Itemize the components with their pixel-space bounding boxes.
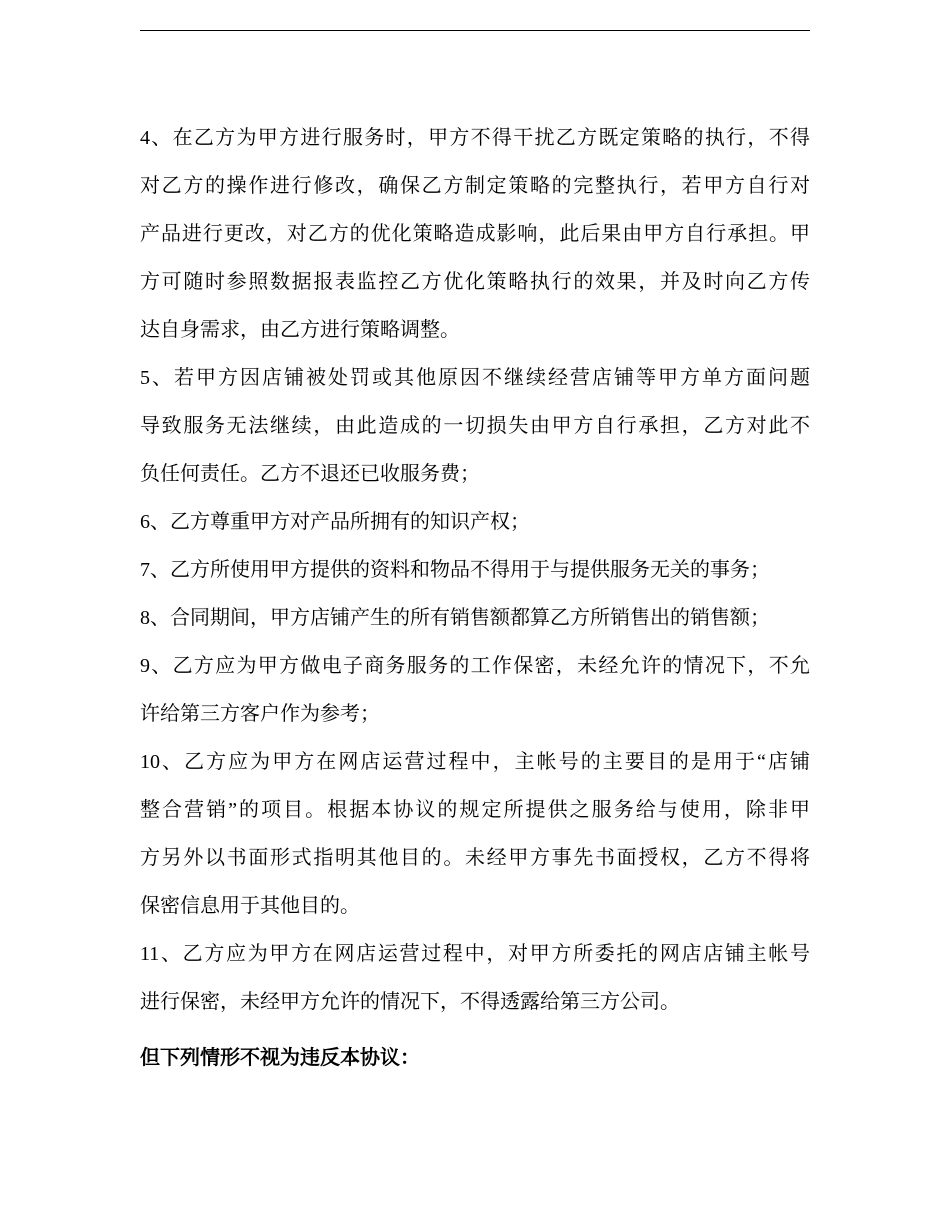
text-line: 6、乙方尊重甲方对产品所拥有的知识产权；	[140, 511, 530, 533]
text-line: 8、合同期间，甲方店铺产生的所有销售额都算乙方所销售出的销售额；	[140, 607, 770, 629]
text-line: 9、乙方应为甲方做电子商务服务的工作保密，未经允许的情况下，不允	[140, 655, 810, 677]
text-line: 7、乙方所使用甲方提供的资料和物品不得用于与提供服务无关的事务；	[140, 559, 770, 581]
text-line: 方可随时参照数据报表监控乙方优化策略执行的效果，并及时向乙方传	[140, 271, 810, 293]
document-body	[140, 124, 810, 1092]
text-line: 产品进行更改，对乙方的优化策略造成影响，此后果由甲方自行承担。甲	[140, 223, 810, 245]
text-line: 达自身需求，由乙方进行策略调整。	[140, 319, 460, 341]
clause-paragraph	[140, 940, 810, 1036]
clause-paragraph	[140, 652, 810, 748]
text-line: 4、在乙方为甲方进行服务时，甲方不得干扰乙方既定策略的执行，不得	[140, 127, 810, 149]
text-line: 许给第三方客户作为参考；	[140, 703, 380, 725]
text-line: 5、若甲方因店铺被处罚或其他原因不继续经营店铺等甲方单方面问题	[140, 367, 810, 389]
text-line: 保密信息用于其他目的。	[140, 895, 360, 917]
text-line: 方另外以书面形式指明其他目的。未经甲方事先书面授权，乙方不得将	[140, 847, 810, 869]
text-line: 导致服务无法继续，由此造成的一切损失由甲方自行承担，乙方对此不	[140, 415, 810, 437]
text-line: 10、乙方应为甲方在网店运营过程中，主帐号的主要目的是用于“店铺	[140, 751, 810, 773]
clause-paragraph	[140, 604, 810, 652]
text-line: 对乙方的操作进行修改，确保乙方制定策略的完整执行，若甲方自行对	[140, 175, 810, 197]
header-rule	[140, 30, 810, 31]
text-line: 整合营销”的项目。根据本协议的规定所提供之服务给与使用，除非甲	[140, 799, 810, 821]
clause-paragraph	[140, 748, 810, 940]
clause-paragraph	[140, 508, 810, 556]
text-line: 负任何责任。乙方不退还已收服务费；	[140, 463, 480, 485]
clause-paragraph	[140, 364, 810, 508]
section-heading: 但下列情形不视为违反本协议：	[140, 1047, 420, 1069]
clause-paragraph	[140, 556, 810, 604]
clause-paragraph	[140, 124, 810, 364]
text-line: 11、乙方应为甲方在网店运营过程中，对甲方所委托的网店店铺主帐号	[140, 943, 810, 965]
text-line: 进行保密，未经甲方允许的情况下，不得透露给第三方公司。	[140, 991, 680, 1013]
